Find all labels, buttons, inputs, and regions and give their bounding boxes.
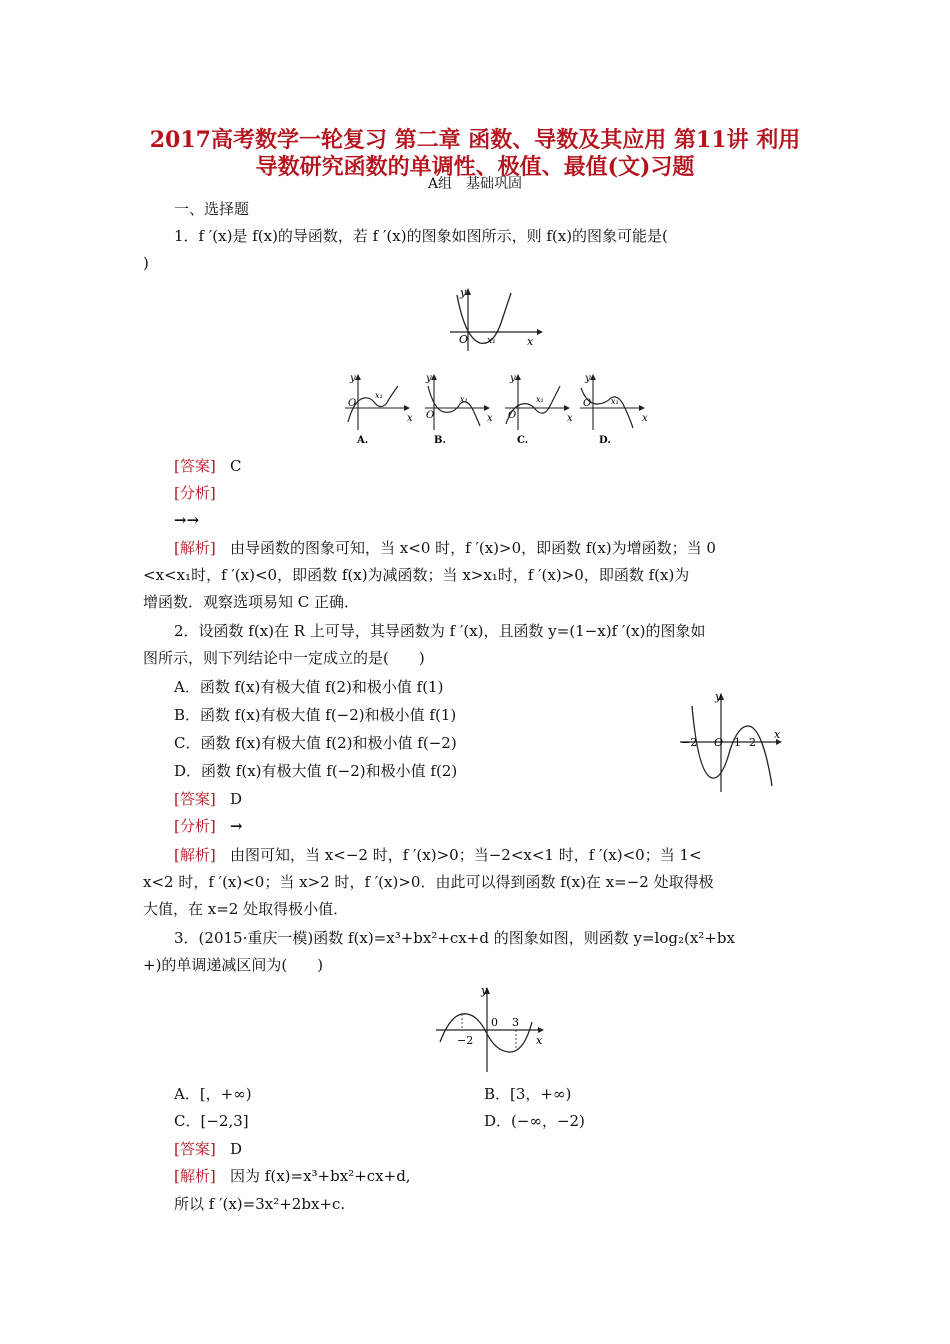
- minus-two-label: −2: [457, 1034, 474, 1047]
- three-label: 3: [512, 1016, 519, 1029]
- answer-value: D: [230, 1140, 243, 1158]
- svg-text:y: y: [510, 373, 516, 384]
- q1-answer: [174, 456, 242, 476]
- svg-text:y: y: [426, 373, 432, 384]
- answer-value: D: [230, 790, 243, 808]
- svg-text:x₁: x₁: [611, 397, 619, 406]
- q2-option-a: A．函数 f(x)有极大值 f(2)和极小值 f(1): [174, 678, 444, 696]
- section-heading: 一、选择题: [174, 200, 250, 218]
- q1-solution-3: 增函数．观察选项易知 C 正确．: [143, 593, 360, 611]
- answer-tag: [答案]: [174, 790, 216, 808]
- q1-arrows: →→: [174, 511, 200, 529]
- q2-option-c: C．函数 f(x)有极大值 f(2)和极小值 f(−2): [174, 734, 457, 752]
- q2-solution-3: 大值，在 x=2 处取得极小值．: [143, 900, 349, 918]
- q1-stem-2: ): [143, 254, 149, 272]
- option-c-label: C.: [517, 435, 529, 446]
- solution-tag: [解析]: [174, 539, 216, 557]
- q3-solution-2: 所以 f ′(x)=3x²+2bx+c.: [174, 1195, 346, 1213]
- q3-stem-1: 3．(2015·重庆一模)函数 f(x)=x³+bx²+cx+d 的图象如图，则函数 y=log₂(x²+bx: [174, 929, 735, 947]
- two-label: 2: [749, 736, 756, 749]
- title-line-1: 2017高考数学一轮复习 第二章 函数、导数及其应用 第11讲 利用: [149, 127, 801, 153]
- solution-tag: [解析]: [174, 846, 216, 864]
- title-line-2: 导数研究函数的单调性、极值、最值(文)习题: [255, 154, 695, 180]
- q1-analysis-tag: [分析]: [174, 484, 216, 502]
- q3-option-a: A．[，+∞): [174, 1085, 252, 1103]
- svg-text:O: O: [508, 410, 517, 421]
- x-axis-arrow: [538, 1027, 544, 1033]
- group-heading: A组 基础巩固: [427, 176, 523, 192]
- q3-stem-2: +)的单调递减区间为( ): [143, 956, 324, 974]
- solution-tag: [解析]: [174, 1167, 216, 1185]
- option-a-label: A.: [357, 435, 369, 446]
- zero-label: 0: [491, 1016, 498, 1029]
- solution-text: 由图可知，当 x<−2 时，f ′(x)>0；当−2<x<1 时，f ′(x)<0；当 1<: [230, 846, 702, 864]
- x1-label: x₁: [487, 336, 496, 346]
- option-b-graph: [425, 373, 493, 446]
- q3-graph: [432, 982, 550, 1074]
- svg-text:x: x: [487, 413, 493, 424]
- svg-text:y: y: [350, 373, 356, 384]
- svg-text:y: y: [585, 373, 591, 384]
- q2-solution-2: x<2 时，f ′(x)<0；当 x>2 时，f ′(x)>0．由此可以得到函数 f(x)在 x=−2 处取得极: [143, 873, 714, 891]
- q2-solution-1: [174, 845, 702, 865]
- q3-option-b: B．[3，+∞): [484, 1085, 572, 1103]
- svg-text:O: O: [583, 398, 592, 409]
- analysis-tag: [分析]: [174, 817, 216, 835]
- q2-option-d: D．函数 f(x)有极大值 f(−2)和极小值 f(2): [174, 762, 458, 780]
- svg-text:x: x: [407, 413, 413, 424]
- svg-text:x₁: x₁: [536, 395, 544, 404]
- graph-curve: [692, 706, 772, 786]
- q3-option-c: C．[−2,3]: [174, 1112, 249, 1130]
- minus-two-label: −2: [681, 736, 698, 749]
- q2-stem-2: 图所示，则下列结论中一定成立的是( ): [143, 649, 425, 667]
- svg-text:x: x: [642, 413, 648, 424]
- q2-analysis: [174, 816, 243, 836]
- x-label: x: [536, 1034, 543, 1047]
- x-axis-arrow: [537, 329, 543, 335]
- one-label: 1: [734, 736, 741, 749]
- q3-solution-1: [174, 1166, 411, 1186]
- q1-derivative-graph: [445, 283, 545, 353]
- q1-solution-1: [174, 538, 716, 558]
- q2-option-b: B．函数 f(x)有极大值 f(−2)和极小值 f(1): [174, 706, 457, 724]
- svg-text:O: O: [348, 398, 357, 409]
- option-b-label: B.: [434, 435, 446, 446]
- y-label: y: [715, 690, 722, 703]
- origin-label: O: [714, 736, 724, 749]
- q2-graph: [676, 686, 786, 796]
- option-d-graph: [580, 373, 648, 446]
- q1-stem-1: 1．f ′(x)是 f(x)的导函数，若 f ′(x)的图象如图所示，则 f(x)的图象可能是(: [174, 227, 668, 245]
- option-c-graph: [505, 373, 573, 446]
- answer-tag: [答案]: [174, 457, 216, 475]
- x-label: x: [774, 728, 781, 741]
- y-label: y: [460, 286, 467, 299]
- q1-solution-2: <x<x₁时，f ′(x)<0，即函数 f(x)为减函数；当 x>x₁时，f ′(x)>0，即函数 f(x)为: [143, 566, 690, 584]
- svg-text:x₁: x₁: [460, 395, 468, 404]
- origin-label: O: [459, 333, 469, 346]
- q3-answer: [174, 1139, 242, 1159]
- svg-text:x₁: x₁: [375, 391, 383, 400]
- y-label: y: [481, 984, 488, 997]
- svg-text:x: x: [567, 413, 573, 424]
- q1-option-graphs: [340, 370, 648, 448]
- answer-tag: [答案]: [174, 1140, 216, 1158]
- analysis-arrow: →: [230, 817, 243, 835]
- x-label: x: [527, 335, 534, 348]
- q3-option-d: D．(−∞，−2): [484, 1112, 585, 1130]
- q2-stem-1: 2．设函数 f(x)在 R 上可导，其导函数为 f ′(x)，且函数 y=(1−x)f ′(x)的图象如: [174, 622, 706, 640]
- svg-text:O: O: [426, 410, 435, 421]
- option-d-label: D.: [599, 435, 611, 446]
- answer-value: C: [230, 457, 242, 475]
- solution-text: 由导函数的图象可知，当 x<0 时，f ′(x)>0，即函数 f(x)为增函数；当 0: [230, 539, 716, 557]
- solution-text: 因为 f(x)=x³+bx²+cx+d,: [230, 1167, 411, 1185]
- option-a-graph: [345, 373, 413, 446]
- q2-answer: [174, 789, 242, 809]
